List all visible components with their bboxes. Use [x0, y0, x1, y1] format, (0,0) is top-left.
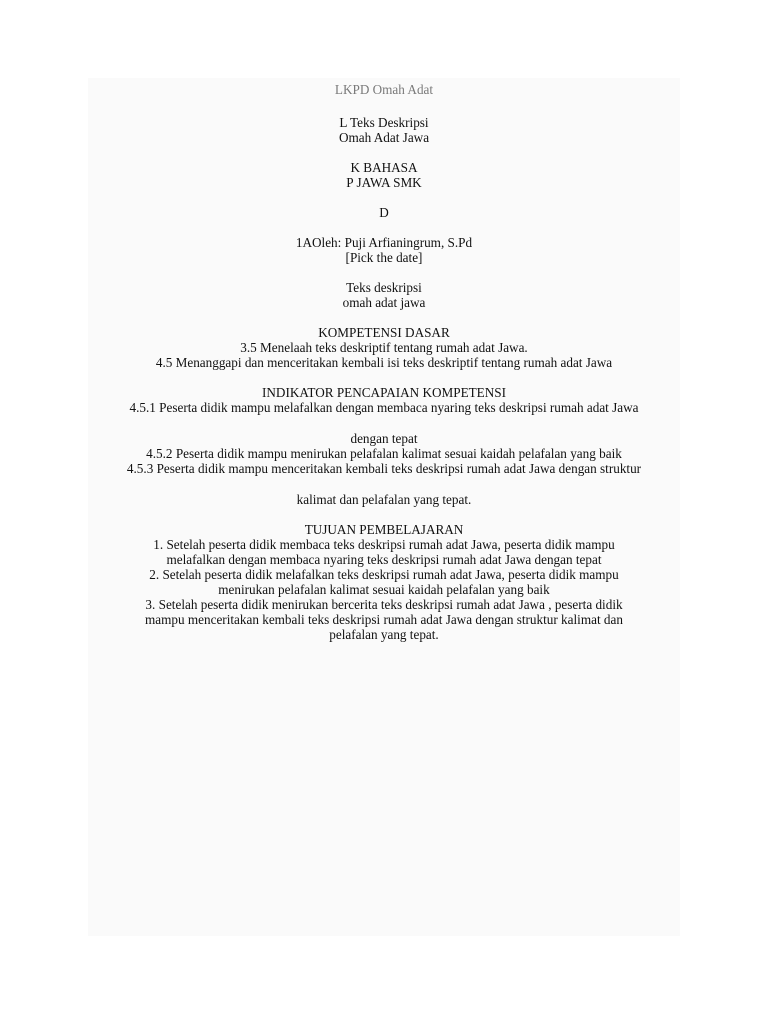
tujuan-item — [104, 537, 664, 567]
topic-line: Teks deskripsi — [346, 280, 422, 295]
tujuan-line: 2. Setelah peserta didik melafalkan teks deskripsi rumah adat Jawa, peserta didik mampu — [149, 567, 619, 582]
indikator-item: 4.5.3 Peserta didik mampu menceritakan kembali teks deskripsi rumah adat Jawa dengan struktur — [126, 461, 642, 476]
spacer — [88, 370, 680, 385]
document-body — [88, 78, 680, 642]
indikator-item-continuation: kalimat dan pelafalan yang tepat. — [296, 492, 472, 507]
indikator-item: 4.5.2 Peserta didik mampu menirukan pelafalan kalimat sesuai kaidah pelafalan yang baik — [146, 446, 622, 461]
kompetensi-dasar-item: 4.5 Menanggapi dan menceritakan kembali isi teks deskriptif tentang rumah adat Jawa — [155, 355, 613, 370]
topic-line: omah adat jawa — [342, 295, 426, 310]
spacer — [88, 265, 680, 280]
subject-line: P JAWA SMK — [346, 175, 422, 190]
tujuan-line: pelafalan yang tepat. — [329, 627, 439, 642]
indikator-heading: INDIKATOR PENCAPAIAN KOMPETENSI — [262, 385, 506, 400]
document-page — [88, 78, 680, 936]
subject-line: K BAHASA — [350, 160, 418, 175]
tujuan-line: melafalkan dengan membaca nyaring teks deskripsi rumah adat Jawa dengan tepat — [166, 552, 602, 567]
document-header-title: LKPD Omah Adat — [334, 82, 434, 97]
tujuan-line: 1. Setelah peserta didik membaca teks deskripsi rumah adat Jawa, peserta didik mampu — [153, 537, 615, 552]
indikator-item-continuation: dengan tepat — [350, 431, 418, 446]
indikator-item: 4.5.1 Peserta didik mampu melafalkan dengan membaca nyaring teks deskripsi rumah adat Jawa — [129, 400, 639, 415]
tujuan-heading: TUJUAN PEMBELAJARAN — [304, 522, 464, 537]
kompetensi-dasar-heading: KOMPETENSI DASAR — [318, 325, 450, 340]
letter-line: D — [379, 205, 389, 220]
spacer — [88, 97, 680, 115]
spacer — [88, 220, 680, 235]
spacer — [88, 310, 680, 325]
author-line: 1AOleh: Puji Arfianingrum, S.Pd — [295, 235, 473, 250]
spacer — [88, 190, 680, 205]
tujuan-line: menirukan pelafalan kalimat sesuai kaidah pelafalan yang baik — [218, 582, 550, 597]
title-line: Omah Adat Jawa — [338, 130, 430, 145]
tujuan-item — [104, 567, 664, 597]
kompetensi-dasar-item: 3.5 Menelaah teks deskriptif tentang rumah adat Jawa. — [240, 340, 528, 355]
date-placeholder[interactable]: [Pick the date] — [345, 250, 423, 265]
spacer — [88, 145, 680, 160]
spacer — [88, 415, 680, 431]
title-line: L Teks Deskripsi — [339, 115, 429, 130]
tujuan-line: 3. Setelah peserta didik menirukan bercerita teks deskripsi rumah adat Jawa , peserta didik — [145, 597, 623, 612]
spacer — [88, 507, 680, 522]
tujuan-item — [104, 597, 664, 642]
tujuan-line: mampu menceritakan kembali teks deskripsi rumah adat Jawa dengan struktur kalimat dan — [145, 612, 623, 627]
spacer — [88, 476, 680, 492]
